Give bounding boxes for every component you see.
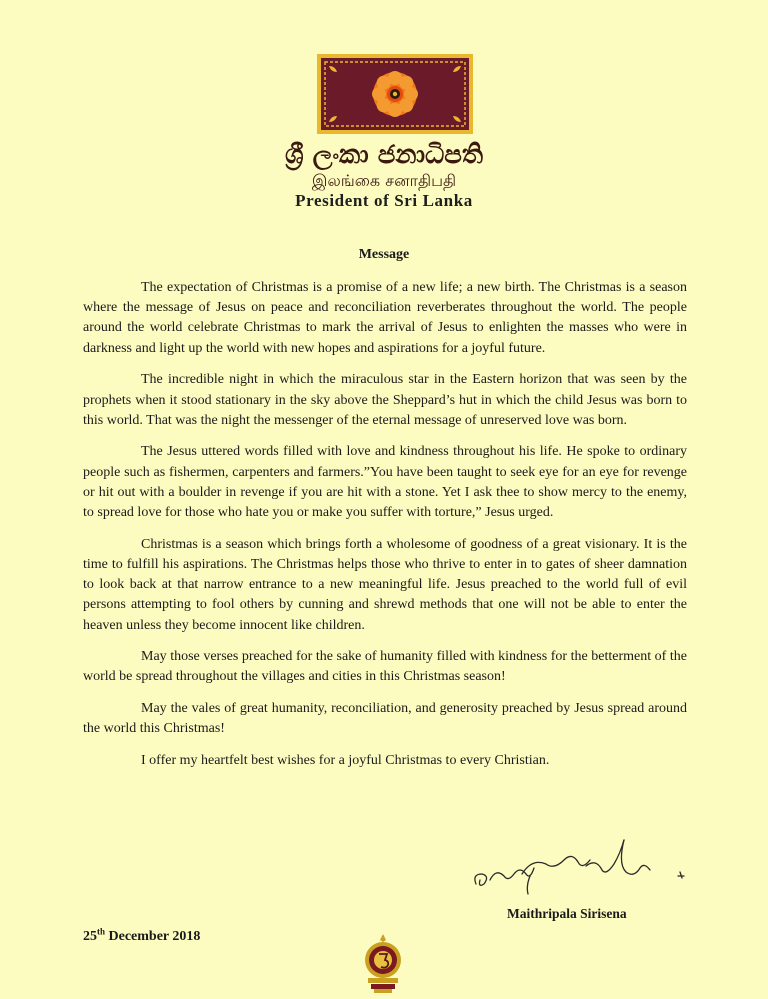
- title-tamil: இலங்கை சனாதிபதி: [311, 171, 457, 190]
- date-suffix: th: [97, 926, 106, 937]
- paragraph-1: The expectation of Christmas is a promise of a new life; a new birth. The Christmas is a season where the message of Jesus on peace and reconciliation reverberates throughout the world. The people around the world celebrate Christmas to mark the arrival of Jesus to enlighten the masses who were in darkness and light up the world with new hopes and aspirations for a joyful future.: [83, 280, 687, 356]
- paragraph-5: May those verses preached for the sake of humanity filled with kindness for the betterment of the world be spread throughout the villages and cities in this Christmas season!: [83, 649, 687, 685]
- paragraph-4: Christmas is a season which brings forth a wholesome of goodness of a great visionary. It is the time to fulfill his aspirations. The Christmas helps those who thrive to enter in to gates of sheer damnation to look back at that narrow entrance to a new meaningful life. Jesus preached to the world full of evil persons attempting to fool others by cunning and shrewd methods that one will not be able to enter the heaven unless they become innocent like children.: [83, 536, 687, 633]
- message-heading: Message: [358, 247, 410, 262]
- paragraph-7: I offer my heartfelt best wishes for a joyful Christmas to every Christian.: [141, 753, 550, 769]
- handwritten-signature: [468, 830, 698, 900]
- paragraph-6: May the vales of great humanity, reconciliation, and generosity preached by Jesus spread around the world this Christmas!: [83, 701, 687, 737]
- date-day: 25: [83, 929, 97, 944]
- title-sinhala: ශ්‍රී ලංකා ජනාධිපති: [284, 140, 484, 170]
- message-body: [83, 278, 687, 783]
- paragraph-2: The incredible night in which the miraculous star in the Eastern horizon that was seen by the prophets when it stood stationary in the sky above the Sheppard’s hut in which the child Jesus was born to this world. That was the night the messenger of the eternal message of unreserved love was born.: [83, 372, 687, 428]
- national-emblem-icon: [360, 932, 406, 994]
- title-english: President of Sri Lanka: [295, 191, 473, 210]
- date-rest: December 2018: [105, 929, 201, 944]
- letter-date: [83, 926, 201, 945]
- signatory-name: Maithripala Sirisena: [507, 906, 627, 921]
- paragraph-3: The Jesus uttered words filled with love and kindness throughout his life. He spoke to ordinary people such as fishermen, carpenters and farmers.”You have been taught to seek eye for an eye for revenge or hit out with a boulder in revenge if you are hit with a stone. Yet I ask thee to show mercy to the enemy, to spread love for those who hate you or make you suffer with torture,” Jesus urged.: [83, 444, 687, 521]
- presidential-flag-logo: [317, 54, 473, 134]
